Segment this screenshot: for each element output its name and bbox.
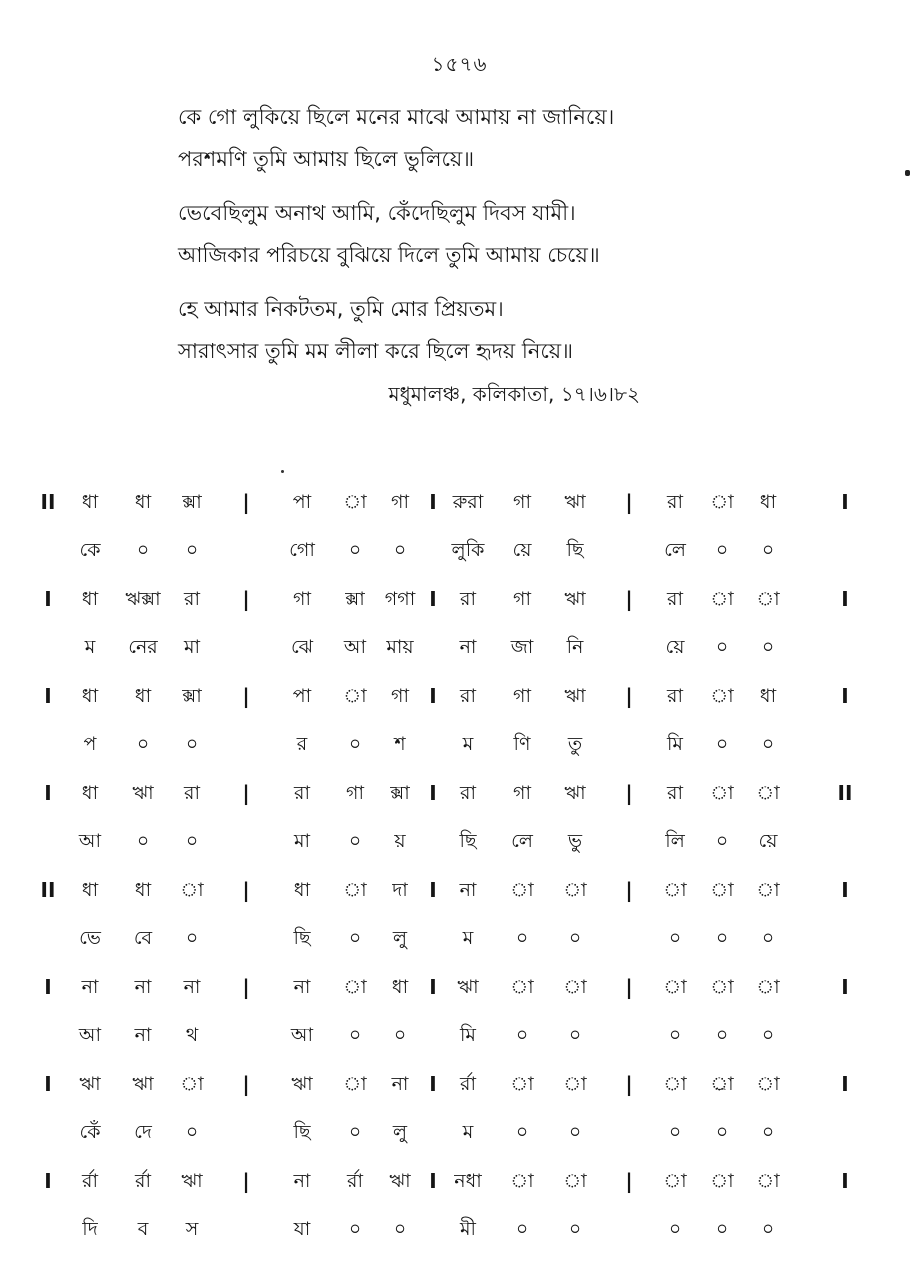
lyric-syllable: থ xyxy=(185,1024,199,1046)
lyric-line: পরশমণি তুমি আমায় ছিলে ভুলিয়ে॥ xyxy=(178,147,475,171)
lyric-syllable: ছি xyxy=(293,927,311,949)
lyric-line: হে আমার নিকটতম, তুমি মোর প্রিয়তম। xyxy=(178,297,504,321)
lyric-syllable: ছি xyxy=(566,539,584,561)
swara-note: র্রা xyxy=(135,1170,151,1192)
syllable-row xyxy=(0,1011,919,1059)
lyric-syllable: লু xyxy=(392,1121,408,1143)
swara-note: া xyxy=(663,1170,687,1192)
bar-line: I xyxy=(841,1169,849,1193)
lyric-syllable: মা xyxy=(293,830,311,852)
lyric-syllable: ০ xyxy=(761,1218,775,1240)
bar-line: I xyxy=(44,684,52,708)
bar-line: | xyxy=(625,587,633,611)
swara-note: া xyxy=(510,879,534,901)
lyric-syllable: ০ xyxy=(568,927,582,949)
swara-note: ঋা xyxy=(181,1170,203,1192)
swara-note: রা xyxy=(667,588,683,610)
lyric-syllable: য় xyxy=(394,830,406,852)
lyric-syllable: ০ xyxy=(393,1024,407,1046)
lyric-syllable: না xyxy=(459,636,477,658)
swara-note: ঋা xyxy=(564,588,586,610)
stray-mark xyxy=(905,170,910,176)
swara-note: ধা xyxy=(391,976,409,998)
lyric-syllable: ০ xyxy=(715,636,729,658)
bar-line: | xyxy=(625,975,633,999)
swara-row xyxy=(0,769,919,817)
swara-note: া xyxy=(756,588,780,610)
swara-note: া xyxy=(663,879,687,901)
swara-note: রা xyxy=(294,782,310,804)
bar-line: | xyxy=(242,684,250,708)
swara-note: া xyxy=(756,976,780,998)
notation-block xyxy=(0,866,919,963)
swara-note: া xyxy=(343,491,367,513)
lyric-syllable: গো xyxy=(289,539,315,561)
swara-note: া xyxy=(756,1073,780,1095)
lyric-syllable: ০ xyxy=(668,927,682,949)
swara-note: রা xyxy=(667,685,683,707)
lyric-syllable: ০ xyxy=(393,539,407,561)
lyric-syllable: ০ xyxy=(515,1024,529,1046)
lyric-line: সারাৎসার তুমি মম লীলা করে ছিলে হৃদয় নিয়ে॥ xyxy=(178,339,574,363)
lyric-syllable: আ xyxy=(343,636,367,658)
lyric-syllable: বে xyxy=(133,927,153,949)
lyric-syllable: না xyxy=(134,1024,152,1046)
notation xyxy=(0,478,919,1254)
swara-note: ঋা xyxy=(564,782,586,804)
swara-note: া xyxy=(180,879,204,901)
bar-line: I xyxy=(429,490,437,514)
bar-line: | xyxy=(242,975,250,999)
lyric-syllable: আ xyxy=(78,830,102,852)
swara-note: া xyxy=(563,976,587,998)
bar-line: | xyxy=(242,587,250,611)
lyric-syllable: ০ xyxy=(568,1121,582,1143)
lyric-syllable: ছি xyxy=(459,830,477,852)
lyric-syllable: ০ xyxy=(715,733,729,755)
lyric-syllable: ০ xyxy=(136,733,150,755)
swara-note: না xyxy=(293,976,311,998)
swara-note: ধা xyxy=(134,685,152,707)
syllable-row xyxy=(0,623,919,671)
notation-block xyxy=(0,575,919,672)
bar-line: | xyxy=(242,1072,250,1096)
swara-row xyxy=(0,478,919,526)
lyric-syllable: লে xyxy=(664,539,686,561)
bar-line: II xyxy=(40,878,56,902)
lyric-syllable: ০ xyxy=(185,927,199,949)
swara-note: ঋা xyxy=(132,782,154,804)
lyric-syllable: ০ xyxy=(185,1121,199,1143)
swara-note: া xyxy=(343,685,367,707)
bar-line: I xyxy=(44,975,52,999)
swara-note: র্রা xyxy=(460,1073,476,1095)
lyric-syllable: ০ xyxy=(185,733,199,755)
swara-note: ক্সা xyxy=(182,685,202,707)
swara-note: া xyxy=(710,685,734,707)
swara-note: া xyxy=(756,1170,780,1192)
swara-note: া xyxy=(343,1073,367,1095)
lyric-syllable: নি xyxy=(566,636,584,658)
lyric-syllable: ০ xyxy=(761,1024,775,1046)
swara-note: ধা xyxy=(134,879,152,901)
syllable-row xyxy=(0,1205,919,1253)
bar-line: | xyxy=(625,1072,633,1096)
bar-line: | xyxy=(242,781,250,805)
swara-row xyxy=(0,575,919,623)
bar-line: I xyxy=(44,1072,52,1096)
bar-line: | xyxy=(625,878,633,902)
swara-row xyxy=(0,866,919,914)
lyric-syllable: মি xyxy=(460,1024,476,1046)
bar-line: | xyxy=(242,878,250,902)
swara-note: গা xyxy=(513,491,531,513)
swara-note: া xyxy=(663,976,687,998)
swara-note: রা xyxy=(667,782,683,804)
lyric-line: আজিকার পরিচয়ে বুঝিয়ে দিলে তুমি আমায় চেয়ে॥ xyxy=(178,243,600,267)
lyric-syllable: ০ xyxy=(715,1024,729,1046)
swara-note: না xyxy=(134,976,152,998)
bar-line: I xyxy=(841,1072,849,1096)
notation-block xyxy=(0,1157,919,1254)
swara-note: গা xyxy=(513,588,531,610)
bar-line: I xyxy=(841,684,849,708)
swara-note: রা xyxy=(460,782,476,804)
dot-mark xyxy=(281,470,284,473)
swara-note: া xyxy=(756,782,780,804)
swara-note: রা xyxy=(667,491,683,513)
swara-note: ধা xyxy=(81,588,99,610)
swara-note: গগা xyxy=(384,588,416,610)
swara-note: না xyxy=(81,976,99,998)
lyric-syllable: ম xyxy=(84,636,96,658)
swara-note: ঋা xyxy=(132,1073,154,1095)
lyric-syllable: ০ xyxy=(185,830,199,852)
syllable-row xyxy=(0,526,919,574)
lyric-syllable: ০ xyxy=(515,927,529,949)
swara-note: া xyxy=(710,491,734,513)
lyric-syllable: আ xyxy=(78,1024,102,1046)
swara-note: র্া xyxy=(710,1073,734,1095)
lyric-syllable: ম xyxy=(462,733,474,755)
lyric-syllable: ০ xyxy=(136,830,150,852)
swara-note: া xyxy=(756,879,780,901)
lyric-syllable: ০ xyxy=(668,1218,682,1240)
swara-note: ঋক্সা xyxy=(125,588,161,610)
swara-note: গা xyxy=(513,782,531,804)
lyric-syllable: র xyxy=(296,733,308,755)
lyric-syllable: লু xyxy=(392,927,408,949)
notation-block xyxy=(0,478,919,575)
swara-note: ধা xyxy=(293,879,311,901)
notation-block xyxy=(0,963,919,1060)
lyric-syllable: নের xyxy=(128,636,158,658)
swara-row xyxy=(0,1157,919,1205)
syllable-row xyxy=(0,720,919,768)
notation-block xyxy=(0,769,919,866)
signature-place-date: মধুমালঞ্চ, কলিকাতা, ১৭।৬।৮২ xyxy=(388,382,640,406)
bar-line: I xyxy=(44,1169,52,1193)
swara-note: গা xyxy=(513,685,531,707)
lyric-syllable: জা xyxy=(510,636,534,658)
bar-line: I xyxy=(841,975,849,999)
lyric-syllable: ০ xyxy=(715,927,729,949)
swara-note: া xyxy=(563,1170,587,1192)
swara-note: না xyxy=(459,879,477,901)
lyric-syllable: ব xyxy=(137,1218,149,1240)
lyric-syllable: ০ xyxy=(715,830,729,852)
swara-note: র্রা xyxy=(82,1170,98,1192)
lyric-syllable: তু xyxy=(567,733,583,755)
stanza-2 xyxy=(178,192,878,276)
swara-note: ধা xyxy=(134,491,152,513)
swara-note: া xyxy=(180,1073,204,1095)
swara-note: া xyxy=(710,588,734,610)
swara-note: া xyxy=(710,976,734,998)
swara-note: ঋা xyxy=(389,1170,411,1192)
lyric-syllable: ০ xyxy=(348,733,362,755)
bar-line: | xyxy=(625,490,633,514)
swara-note: রা xyxy=(184,782,200,804)
swara-row xyxy=(0,1060,919,1108)
bar-line: | xyxy=(625,781,633,805)
swara-note: ধা xyxy=(759,491,777,513)
swara-note: ক্সা xyxy=(345,588,365,610)
bar-line: I xyxy=(429,684,437,708)
lyrics xyxy=(178,96,878,384)
swara-note: ধা xyxy=(759,685,777,707)
lyric-syllable: কে xyxy=(79,539,101,561)
bar-line: | xyxy=(625,684,633,708)
swara-note: া xyxy=(510,1073,534,1095)
bar-line: II xyxy=(40,490,56,514)
lyric-syllable: ০ xyxy=(761,927,775,949)
swara-note: গা xyxy=(391,685,409,707)
lyric-line: কে গো লুকিয়ে ছিলে মনের মাঝে আমায় না জানিয়ে। xyxy=(178,105,615,129)
bar-line: I xyxy=(429,781,437,805)
swara-note: পা xyxy=(292,491,312,513)
swara-note: গা xyxy=(346,782,364,804)
bar-line: | xyxy=(242,1169,250,1193)
swara-note: না xyxy=(391,1073,409,1095)
bar-line: II xyxy=(837,781,853,805)
swara-note: রুরা xyxy=(452,491,484,513)
swara-note: ধা xyxy=(81,782,99,804)
bar-line: I xyxy=(429,878,437,902)
swara-note: ঋা xyxy=(564,491,586,513)
bar-line: I xyxy=(429,1169,437,1193)
swara-note: রা xyxy=(184,588,200,610)
swara-note: ক্সা xyxy=(390,782,410,804)
swara-note: পা xyxy=(292,685,312,707)
bar-line: I xyxy=(429,587,437,611)
lyric-syllable: ম xyxy=(462,927,474,949)
swara-note: া xyxy=(343,879,367,901)
syllable-row xyxy=(0,1108,919,1156)
notation-block xyxy=(0,672,919,769)
lyric-syllable: ০ xyxy=(668,1024,682,1046)
lyric-syllable: ০ xyxy=(761,539,775,561)
lyric-syllable: যা xyxy=(293,1218,311,1240)
swara-note: ক্সা xyxy=(182,491,202,513)
swara-row xyxy=(0,963,919,1011)
bar-line: I xyxy=(429,1072,437,1096)
lyric-syllable: ০ xyxy=(568,1024,582,1046)
swara-note: ধা xyxy=(81,685,99,707)
swara-note: রা xyxy=(460,685,476,707)
lyric-syllable: মি xyxy=(667,733,683,755)
swara-note: নধা xyxy=(454,1170,482,1192)
swara-note: ঋা xyxy=(564,685,586,707)
stanza-1 xyxy=(178,96,878,180)
lyric-syllable: ০ xyxy=(348,1218,362,1240)
swara-note: া xyxy=(663,1073,687,1095)
bar-line: I xyxy=(841,587,849,611)
lyric-syllable: স xyxy=(185,1218,199,1240)
lyric-syllable: লি xyxy=(665,830,685,852)
swara-note: া xyxy=(510,1170,534,1192)
lyric-syllable: ০ xyxy=(761,636,775,658)
lyric-syllable: মা xyxy=(183,636,201,658)
lyric-syllable: ০ xyxy=(715,1121,729,1143)
swara-note: া xyxy=(563,1073,587,1095)
lyric-syllable: ০ xyxy=(668,1121,682,1143)
lyric-syllable: ০ xyxy=(348,1024,362,1046)
swara-note: গা xyxy=(293,588,311,610)
lyric-syllable: ০ xyxy=(715,539,729,561)
lyric-syllable: ০ xyxy=(568,1218,582,1240)
swara-note: া xyxy=(710,879,734,901)
bar-line: | xyxy=(242,490,250,514)
lyric-syllable: ০ xyxy=(393,1218,407,1240)
lyric-syllable: মায় xyxy=(386,636,414,658)
swara-note: ঋা xyxy=(457,976,479,998)
lyric-syllable: দি xyxy=(82,1218,98,1240)
swara-note: ধা xyxy=(81,879,99,901)
bar-line: | xyxy=(625,1169,633,1193)
swara-note: রা xyxy=(460,588,476,610)
lyric-syllable: প xyxy=(83,733,97,755)
lyric-syllable: ছি xyxy=(293,1121,311,1143)
swara-note: না xyxy=(293,1170,311,1192)
swara-note: ঋা xyxy=(291,1073,313,1095)
lyric-syllable: ভে xyxy=(79,927,101,949)
swara-note: না xyxy=(183,976,201,998)
lyric-syllable: ম xyxy=(462,1121,474,1143)
swara-note: গা xyxy=(391,491,409,513)
bar-line: I xyxy=(841,878,849,902)
lyric-syllable: ঝে xyxy=(290,636,314,658)
page-number: ১৫৭৬ xyxy=(431,52,488,76)
swara-note: া xyxy=(710,782,734,804)
lyric-syllable: ণি xyxy=(513,733,531,755)
lyric-syllable: ০ xyxy=(348,927,362,949)
lyric-syllable: ০ xyxy=(515,1218,529,1240)
notation-block xyxy=(0,1060,919,1157)
lyric-syllable: কেঁ xyxy=(79,1121,101,1143)
swara-note: া xyxy=(510,976,534,998)
lyric-syllable: য়ে xyxy=(758,830,778,852)
lyric-syllable: ০ xyxy=(761,733,775,755)
lyric-syllable: লে xyxy=(511,830,533,852)
swara-note: র্রা xyxy=(347,1170,363,1192)
lyric-syllable: আ xyxy=(290,1024,314,1046)
swara-note: দা xyxy=(392,879,408,901)
lyric-syllable: মী xyxy=(460,1218,476,1240)
bar-line: I xyxy=(44,587,52,611)
lyric-syllable: ০ xyxy=(761,1121,775,1143)
lyric-syllable: ০ xyxy=(715,1218,729,1240)
stanza-3 xyxy=(178,288,878,372)
bar-line: I xyxy=(429,975,437,999)
swara-note: া xyxy=(563,879,587,901)
bar-line: I xyxy=(44,781,52,805)
lyric-syllable: য়ে xyxy=(512,539,532,561)
syllable-row xyxy=(0,914,919,962)
swara-note: া xyxy=(710,1170,734,1192)
lyric-syllable: ০ xyxy=(348,830,362,852)
bar-line: I xyxy=(841,490,849,514)
lyric-syllable: লুকি xyxy=(451,539,485,561)
swara-note: ধা xyxy=(81,491,99,513)
lyric-syllable: দে xyxy=(134,1121,152,1143)
lyric-syllable: ০ xyxy=(185,539,199,561)
lyric-syllable: শ xyxy=(394,733,406,755)
lyric-syllable: ০ xyxy=(348,1121,362,1143)
lyric-syllable: ০ xyxy=(515,1121,529,1143)
lyric-syllable: য়ে xyxy=(665,636,685,658)
swara-row xyxy=(0,672,919,720)
swara-note: ঋা xyxy=(79,1073,101,1095)
lyric-syllable: ০ xyxy=(348,539,362,561)
swara-note: া xyxy=(343,976,367,998)
lyric-line: ভেবেছিলুম অনাথ আমি, কেঁদেছিলুম দিবস যামী। xyxy=(178,201,576,225)
lyric-syllable: ০ xyxy=(136,539,150,561)
syllable-row xyxy=(0,817,919,865)
lyric-syllable: ভু xyxy=(567,830,583,852)
